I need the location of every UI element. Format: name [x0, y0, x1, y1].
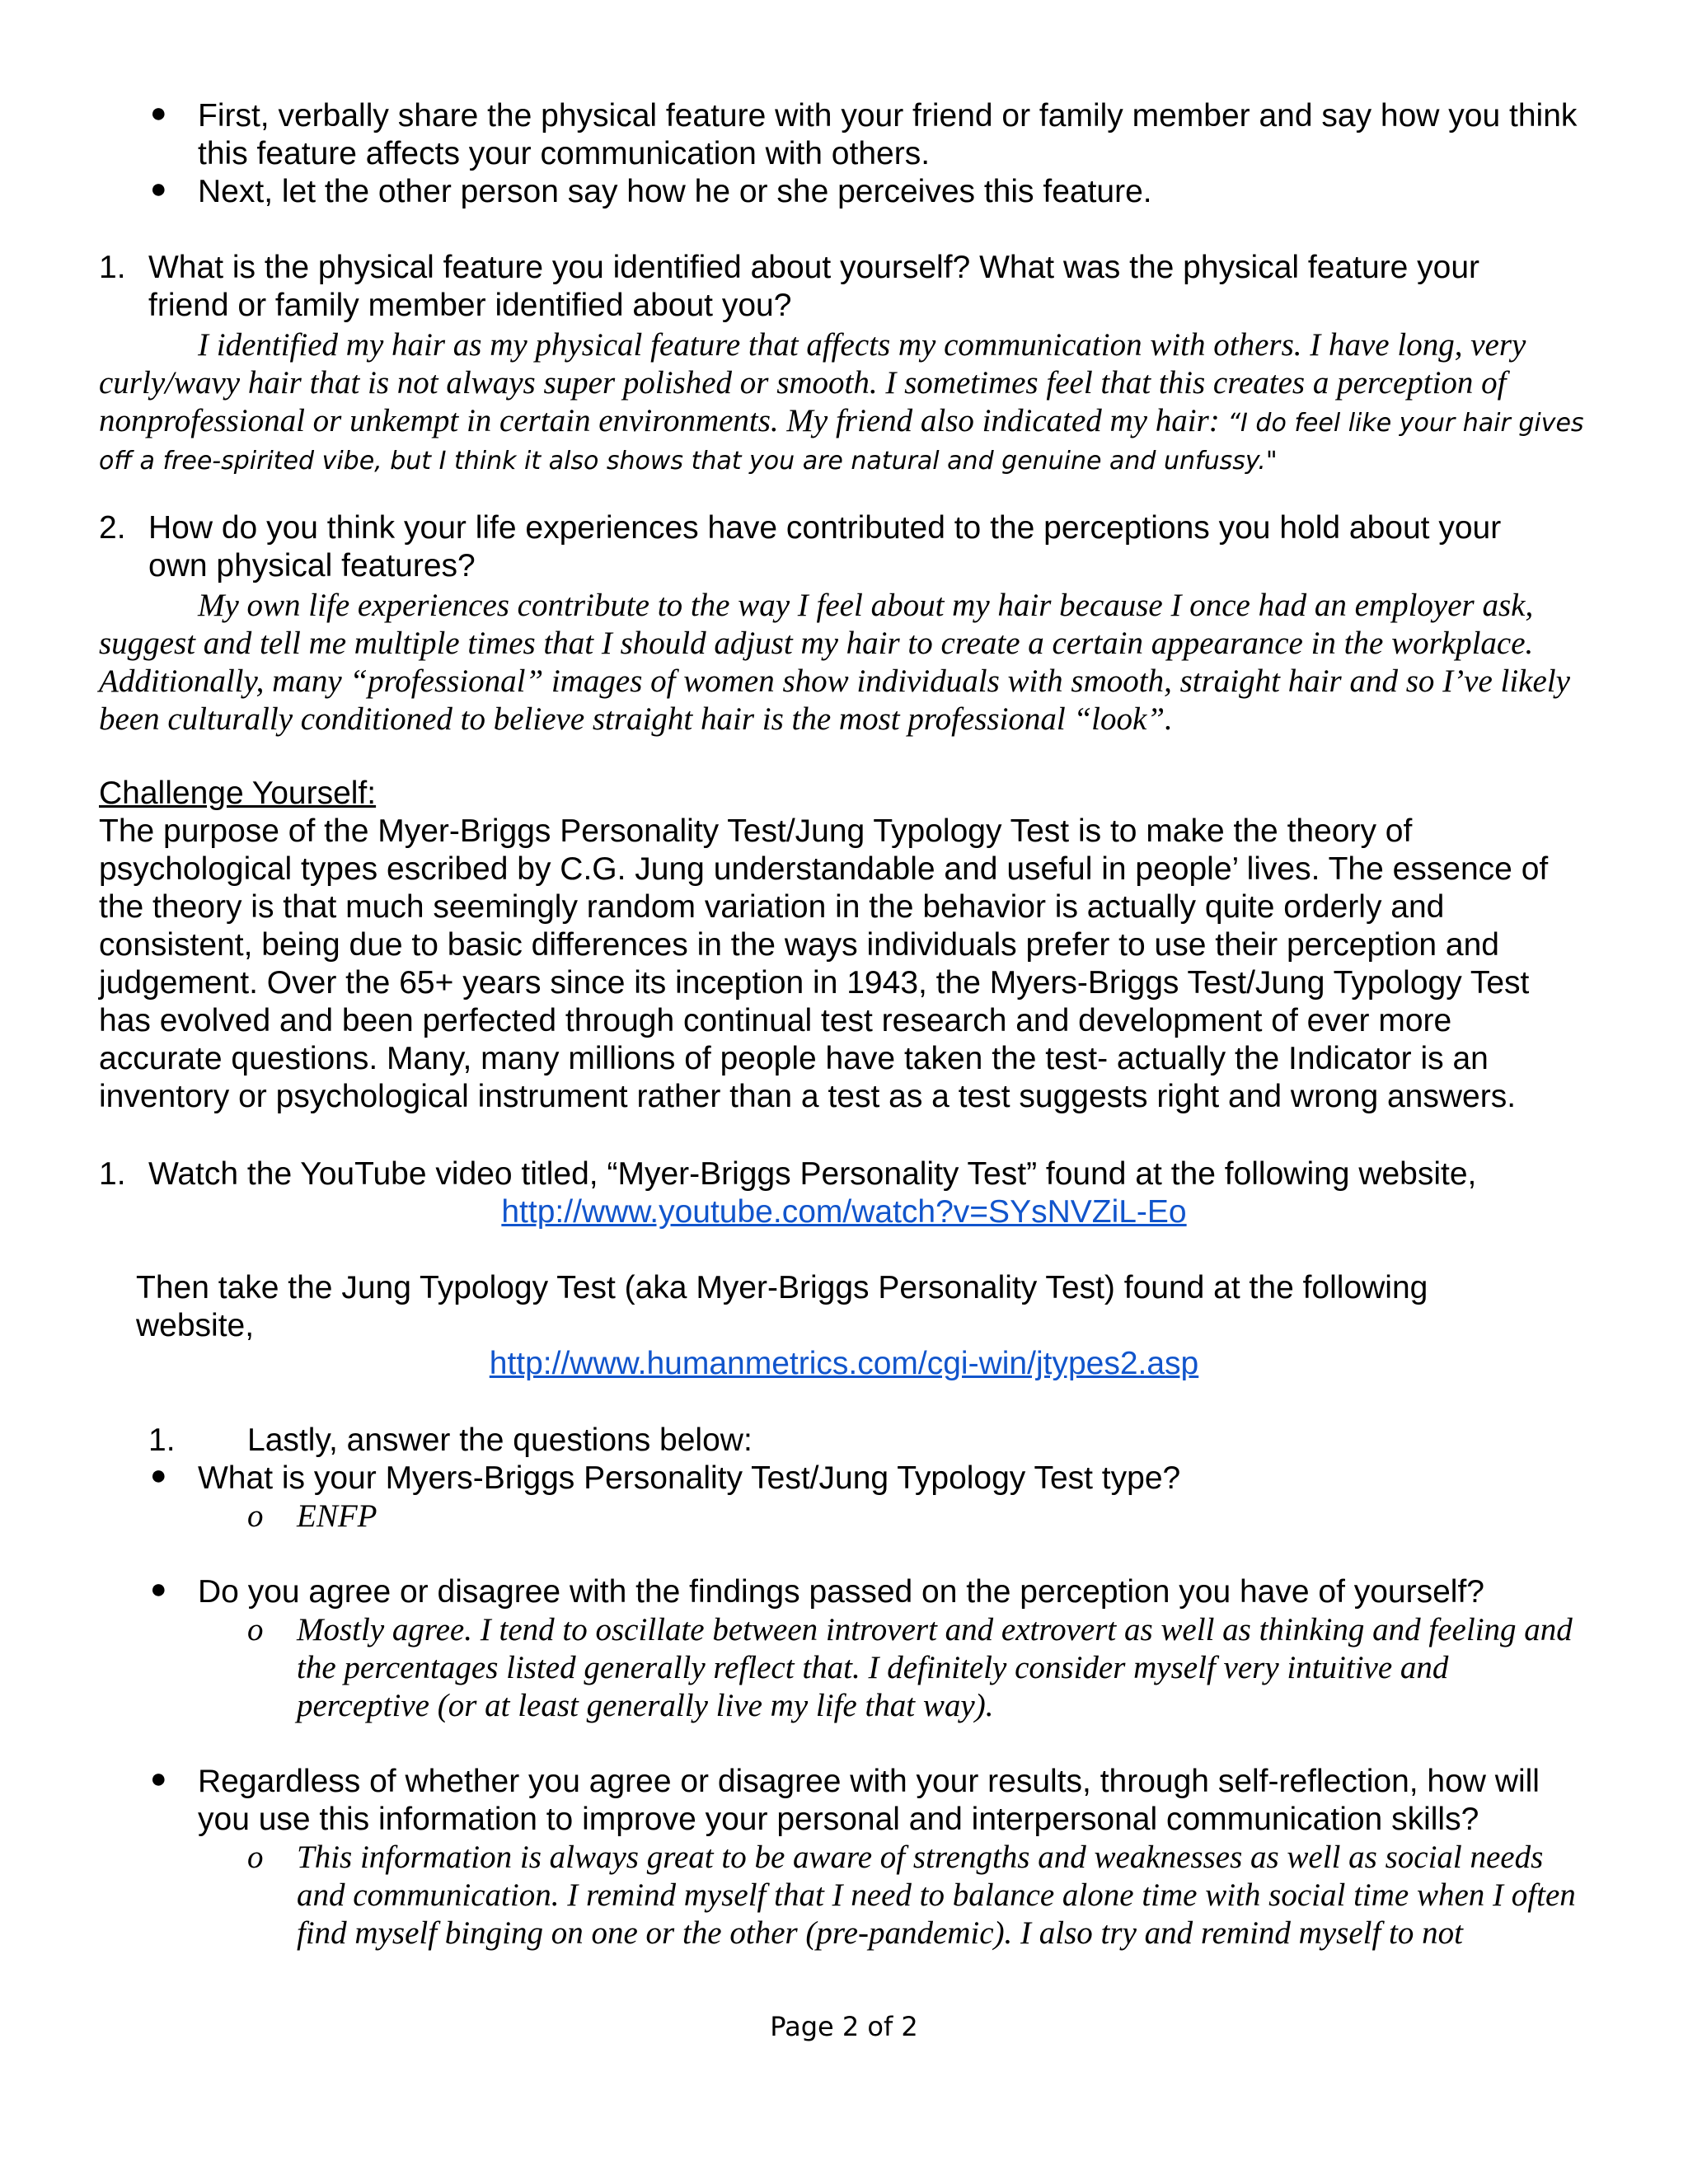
step-2-text: Then take the Jung Typology Test (aka Myer-Briggs Personality Test) found at the following website,	[136, 1270, 1428, 1343]
bullet-icon: ●	[150, 1763, 167, 1794]
bullet-icon: ●	[150, 1573, 167, 1605]
question-2-answer: My own life experiences contribute to the way I feel about my hair because I once had an employer ask, suggest and tell me multiple times that I should adjust my hair to create a certain appearance in the workplace. Additionally, many “professional” images of women show individuals with smooth, straight hair and so I’ve likely been culturally conditioned to believe straight hair is the most professional “look”.	[99, 588, 1570, 737]
question-1-text: What is the physical feature you identified about yourself? What was the physical feature your friend or family member identified about you?	[148, 250, 1480, 323]
answer-text: I identified my hair as my physical feature that affects my communication with others. I have long, very curly/wavy hair that is not always super polished or smooth. I sometimes feel that this creates a perception of nonprofessional or unkempt in certain environments. My friend also indicated my hair:	[99, 327, 1526, 438]
step-number: 1.	[99, 1156, 126, 1192]
question-number: 1.	[99, 250, 126, 285]
test-answer-2: Mostly agree. I tend to oscillate between introvert and extrovert as well as thinking and feeling and the percentages listed generally reflect that. I definitely consider myself very intuitive and perceptive (or at least generally live my life that way).	[297, 1612, 1573, 1723]
challenge-heading: Challenge Yourself:	[99, 776, 377, 811]
test-answer-1: ENFP	[297, 1498, 377, 1534]
bullet-icon: ●	[150, 1460, 167, 1491]
step-3-text: Lastly, answer the questions below:	[247, 1422, 753, 1458]
test-question-3: Regardless of whether you agree or disagree with your results, through self-reflection, how will you use this information to improve your personal and interpersonal communication skills?	[198, 1764, 1540, 1837]
question-number: 2.	[99, 510, 126, 546]
youtube-link[interactable]: http://www.youtube.com/watch?v=SYsNVZiL-Eo	[501, 1194, 1187, 1230]
friend-quote: “I do feel like your hair gives off a free-spirited vibe, but I think it also shows that you are natural and genuine and unfussy."	[99, 409, 1584, 476]
sub-bullet-icon: o	[247, 1840, 264, 1875]
bullet-icon: ●	[150, 173, 167, 204]
test-answer-3: This information is always great to be aware of strengths and weaknesses as well as social needs and communication. I remind myself that I need to balance alone time with social time when I often find myself binging on one or the other (pre-pandemic). I also try and remind myself to not	[297, 1840, 1576, 1951]
question-1-answer	[99, 326, 1591, 480]
page-number: Page 2 of 2	[770, 2011, 918, 2042]
challenge-paragraph: The purpose of the Myer-Briggs Personality Test/Jung Typology Test is to make the theory of psychological types escribed by C.G. Jung understandable and useful in people’ lives. The essence of the theory is that much seemingly random variation in the behavior is actually quite orderly and consistent, being due to basic differences in the ways individuals prefer to use their perception and judgement. Over the 65+ years since its inception in 1943, the Myers-Briggs Test/Jung Typology Test has evolved and been perfected through continual test research and development of ever more accurate questions. Many, many millions of people have taken the test- actually the Indicator is an inventory or psychological instrument rather than a test as a test suggests right and wrong answers.	[99, 813, 1549, 1114]
test-question-1: What is your Myers-Briggs Personality Test/Jung Typology Test type?	[198, 1460, 1181, 1496]
sub-bullet-icon: o	[247, 1498, 264, 1534]
step-1-text: Watch the YouTube video titled, “Myer-Briggs Personality Test” found at the following website,	[148, 1156, 1477, 1192]
bullet-icon: ●	[150, 97, 167, 129]
humanmetrics-link[interactable]: http://www.humanmetrics.com/cgi-win/jtypes2.asp	[489, 1346, 1199, 1381]
test-question-2: Do you agree or disagree with the findings passed on the perception you have of yourself?	[198, 1574, 1484, 1610]
sub-bullet-icon: o	[247, 1612, 264, 1647]
humanmetrics-link-line	[0, 1345, 1688, 1383]
intro-bullet-1: First, verbally share the physical feature with your friend or family member and say how you think this feature affects your communication with others.	[198, 98, 1578, 171]
question-2-text: How do you think your life experiences have contributed to the perceptions you hold about your own physical features?	[148, 510, 1502, 583]
youtube-link-line	[0, 1193, 1688, 1231]
intro-bullet-2: Next, let the other person say how he or she perceives this feature.	[198, 174, 1152, 209]
step-number: 1.	[148, 1422, 176, 1458]
